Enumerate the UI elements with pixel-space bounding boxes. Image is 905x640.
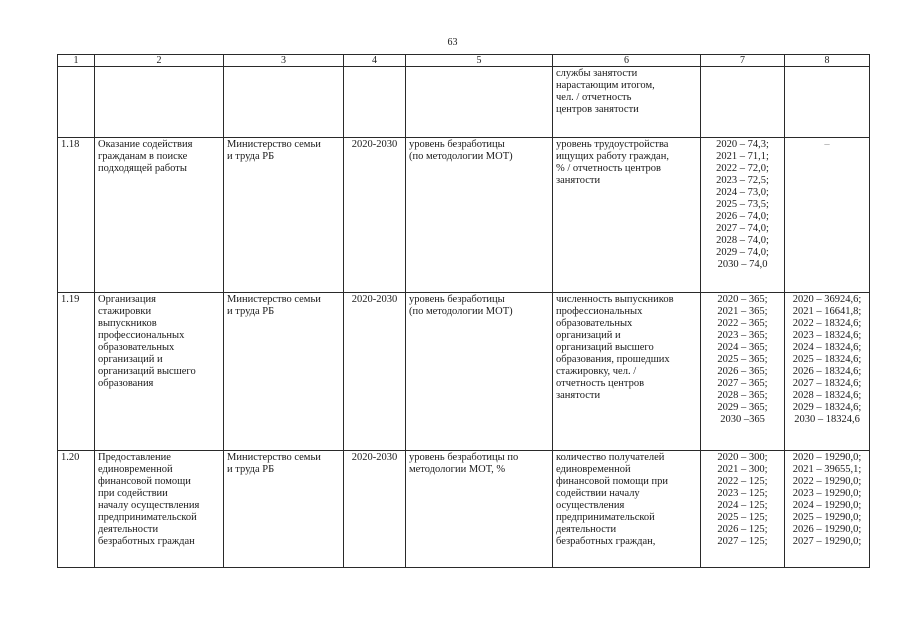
target-indicator-line: отчетность центров <box>556 378 645 389</box>
indicator-values-line: 2021 – 71,1; <box>716 151 769 162</box>
indicator-values-line: 2029 – 365; <box>717 402 768 413</box>
measure-name-line: образования <box>98 378 154 389</box>
period: 2020-2030 <box>351 294 398 305</box>
cont-cell-5 <box>406 67 553 138</box>
indicator-values-cell <box>701 293 785 451</box>
col-header-3: 3 <box>224 55 344 67</box>
target-indicator-line: образовательных <box>556 318 633 329</box>
funding-values-line: 2022 – 19290,0; <box>792 476 862 487</box>
funding-values-line: 2027 – 19290,0; <box>792 536 862 547</box>
funding-values-cell <box>785 293 870 451</box>
indicator-values-line: 2022 – 365; <box>717 318 768 329</box>
funding-values-line: 2024 – 18324,6; <box>792 342 862 353</box>
target-indicator-line: осуществления <box>556 500 625 511</box>
cont-line: центров занятости <box>556 104 639 115</box>
executor-line: Министерство семьи <box>227 452 321 463</box>
executor-line: и труда РБ <box>227 464 275 475</box>
indicator-cell <box>406 138 553 293</box>
measure-name-cell <box>95 451 224 568</box>
cont-cell-2 <box>95 67 224 138</box>
col-header-1: 1 <box>58 55 95 67</box>
measure-name-line: при содействии <box>98 488 168 499</box>
indicator-values-cell <box>701 451 785 568</box>
indicator-values-line: 2028 – 365; <box>717 390 768 401</box>
indicator-values-line: 2023 – 72,5; <box>716 175 769 186</box>
indicator-values-line: 2026 – 365; <box>717 366 768 377</box>
indicator-values-line: 2029 – 74,0; <box>716 247 769 258</box>
target-indicator-cell <box>553 138 701 293</box>
target-indicator-line: численность выпускников <box>556 294 674 305</box>
indicator-values-line: 2024 – 365; <box>717 342 768 353</box>
funding-values-line: 2022 – 18324,6; <box>792 318 862 329</box>
indicator-values-line: 2028 – 74,0; <box>716 235 769 246</box>
indicator-line: уровень безработицы <box>409 139 505 150</box>
indicator-values-line: 2020 – 300; <box>717 452 768 463</box>
cont-line: чел. / отчетность <box>556 92 632 103</box>
indicator-values-line: 2025 – 73,5; <box>716 199 769 210</box>
target-indicator-line: количество получателей <box>556 452 665 463</box>
target-indicator-line: профессиональных <box>556 306 643 317</box>
funding-values-line: 2029 – 18324,6; <box>792 402 862 413</box>
target-indicator-cell <box>553 293 701 451</box>
indicator-values-line: 2023 – 125; <box>717 488 768 499</box>
executor-cell <box>224 451 344 568</box>
col-header-2: 2 <box>95 55 224 67</box>
measure-name-line: организаций высшего <box>98 366 196 377</box>
indicator-line: (по методологии МОТ) <box>409 151 513 162</box>
cont-cell-8 <box>785 67 870 138</box>
cont-cell-6 <box>553 67 701 138</box>
table-row <box>58 138 870 293</box>
measure-name-line: безработных граждан <box>98 536 195 547</box>
target-indicator-line: ищущих работу граждан, <box>556 151 669 162</box>
cont-cell-1 <box>58 67 95 138</box>
indicator-values-line: 2027 – 74,0; <box>716 223 769 234</box>
measure-name-line: финансовой помощи <box>98 476 191 487</box>
target-indicator-line: единовременной <box>556 464 631 475</box>
period-cell <box>344 138 406 293</box>
target-indicator-line: организаций высшего <box>556 342 654 353</box>
funding-values-cell <box>785 138 870 293</box>
indicator-values-line: 2023 – 365; <box>717 330 768 341</box>
executor-line: и труда РБ <box>227 151 275 162</box>
indicator-line: методологии МОТ, % <box>409 464 506 475</box>
indicator-values-line: 2020 – 74,3; <box>716 139 769 150</box>
indicator-values-line: 2027 – 125; <box>717 536 768 547</box>
col-header-8: 8 <box>785 55 870 67</box>
funding-values-line: 2025 – 19290,0; <box>792 512 862 523</box>
indicator-line: (по методологии МОТ) <box>409 306 513 317</box>
cont-line: нарастающим итогом, <box>556 80 655 91</box>
executor-line: Министерство семьи <box>227 294 321 305</box>
indicator-values-line: 2021 – 365; <box>717 306 768 317</box>
measure-name-line: предпринимательской <box>98 512 197 523</box>
indicator-values-line: 2020 – 365; <box>717 294 768 305</box>
funding-values-line: 2024 – 19290,0; <box>792 500 862 511</box>
funding-values-line: 2021 – 16641,8; <box>792 306 862 317</box>
period: 2020-2030 <box>351 452 398 463</box>
col-header-4: 4 <box>344 55 406 67</box>
col-header-5: 5 <box>406 55 553 67</box>
row-number-cell <box>58 451 95 568</box>
cont-cell-3 <box>224 67 344 138</box>
measure-name-line: стажировки <box>98 306 152 317</box>
measure-name-line: подходящей работы <box>98 163 187 174</box>
indicator-values-line: 2021 – 300; <box>717 464 768 475</box>
funding-values-cell <box>785 451 870 568</box>
indicator-cell <box>406 451 553 568</box>
funding-values-line: 2025 – 18324,6; <box>792 354 862 365</box>
target-indicator-line: стажировку, чел. / <box>556 366 637 377</box>
col-header-6: 6 <box>553 55 701 67</box>
funding-values-line: 2020 – 19290,0; <box>792 452 862 463</box>
indicator-values-line: 2030 –365 <box>720 414 765 425</box>
indicator-line: уровень безработицы <box>409 294 505 305</box>
program-measures-table <box>57 54 870 568</box>
row-number: 1.19 <box>61 294 80 305</box>
funding-values-line: 2023 – 19290,0; <box>792 488 862 499</box>
target-indicator-line: организаций и <box>556 330 621 341</box>
funding-values-line: 2026 – 19290,0; <box>792 524 862 535</box>
row-number-cell <box>58 138 95 293</box>
indicator-values-cell <box>701 138 785 293</box>
funding-values-line: 2026 – 18324,6; <box>792 366 862 377</box>
target-indicator-line: занятости <box>556 390 601 401</box>
measure-name-cell <box>95 138 224 293</box>
cont-cell-7 <box>701 67 785 138</box>
indicator-values-line: 2026 – 74,0; <box>716 211 769 222</box>
executor-cell <box>224 293 344 451</box>
target-indicator-line: % / отчетность центров <box>556 163 662 174</box>
target-indicator-line: финансовой помощи при <box>556 476 668 487</box>
target-indicator-line: занятости <box>556 175 601 186</box>
measure-name-line: единовременной <box>98 464 173 475</box>
funding-values-line: 2027 – 18324,6; <box>792 378 862 389</box>
row-number-cell <box>58 293 95 451</box>
measure-name-line: образовательных <box>98 342 175 353</box>
indicator-values-line: 2022 – 72,0; <box>716 163 769 174</box>
executor-line: и труда РБ <box>227 306 275 317</box>
measure-name-line: Организация <box>98 294 156 305</box>
indicator-values-line: 2022 – 125; <box>717 476 768 487</box>
target-indicator-line: деятельности <box>556 524 617 535</box>
executor-line: Министерство семьи <box>227 139 321 150</box>
table-row <box>58 451 870 568</box>
target-indicator-line: образования, прошедших <box>556 354 670 365</box>
cont-cell-4 <box>344 67 406 138</box>
continuation-row <box>58 67 870 138</box>
executor-cell <box>224 138 344 293</box>
measure-name-line: Оказание содействия <box>98 139 193 150</box>
measure-name-line: выпускников <box>98 318 157 329</box>
measure-name-line: началу осуществления <box>98 500 200 511</box>
measure-name-line: Предоставление <box>98 452 171 463</box>
funding-values-line: 2021 – 39655,1; <box>792 464 862 475</box>
measure-name-line: гражданам в поиске <box>98 151 188 162</box>
row-number: 1.18 <box>61 139 80 150</box>
column-number-header-row <box>58 55 870 67</box>
table-row <box>58 293 870 451</box>
indicator-cell <box>406 293 553 451</box>
funding-values-line: – <box>824 139 830 150</box>
indicator-values-line: 2024 – 125; <box>717 500 768 511</box>
target-indicator-line: безработных граждан, <box>556 536 656 547</box>
page-number: 63 <box>447 37 458 48</box>
period-cell <box>344 451 406 568</box>
funding-values-line: 2030 – 18324,6 <box>794 414 860 425</box>
indicator-values-line: 2025 – 125; <box>717 512 768 523</box>
indicator-values-line: 2026 – 125; <box>717 524 768 535</box>
target-indicator-line: содействии началу <box>556 488 640 499</box>
row-number: 1.20 <box>61 452 80 463</box>
target-indicator-cell <box>553 451 701 568</box>
funding-values-line: 2028 – 18324,6; <box>792 390 862 401</box>
col-header-7: 7 <box>701 55 785 67</box>
indicator-line: уровень безработицы по <box>409 452 519 463</box>
funding-values-line: 2023 – 18324,6; <box>792 330 862 341</box>
target-indicator-line: уровень трудоустройства <box>556 139 669 150</box>
cont-line: службы занятости <box>556 68 638 79</box>
measure-name-line: организаций и <box>98 354 163 365</box>
measure-name-line: деятельности <box>98 524 159 535</box>
indicator-values-line: 2027 – 365; <box>717 378 768 389</box>
measure-name-line: профессиональных <box>98 330 185 341</box>
target-indicator-line: предпринимательской <box>556 512 655 523</box>
measure-name-cell <box>95 293 224 451</box>
funding-values-line: 2020 – 36924,6; <box>792 294 862 305</box>
period-cell <box>344 293 406 451</box>
indicator-values-line: 2030 – 74,0 <box>717 259 768 270</box>
indicator-values-line: 2024 – 73,0; <box>716 187 769 198</box>
indicator-values-line: 2025 – 365; <box>717 354 768 365</box>
period: 2020-2030 <box>351 139 398 150</box>
